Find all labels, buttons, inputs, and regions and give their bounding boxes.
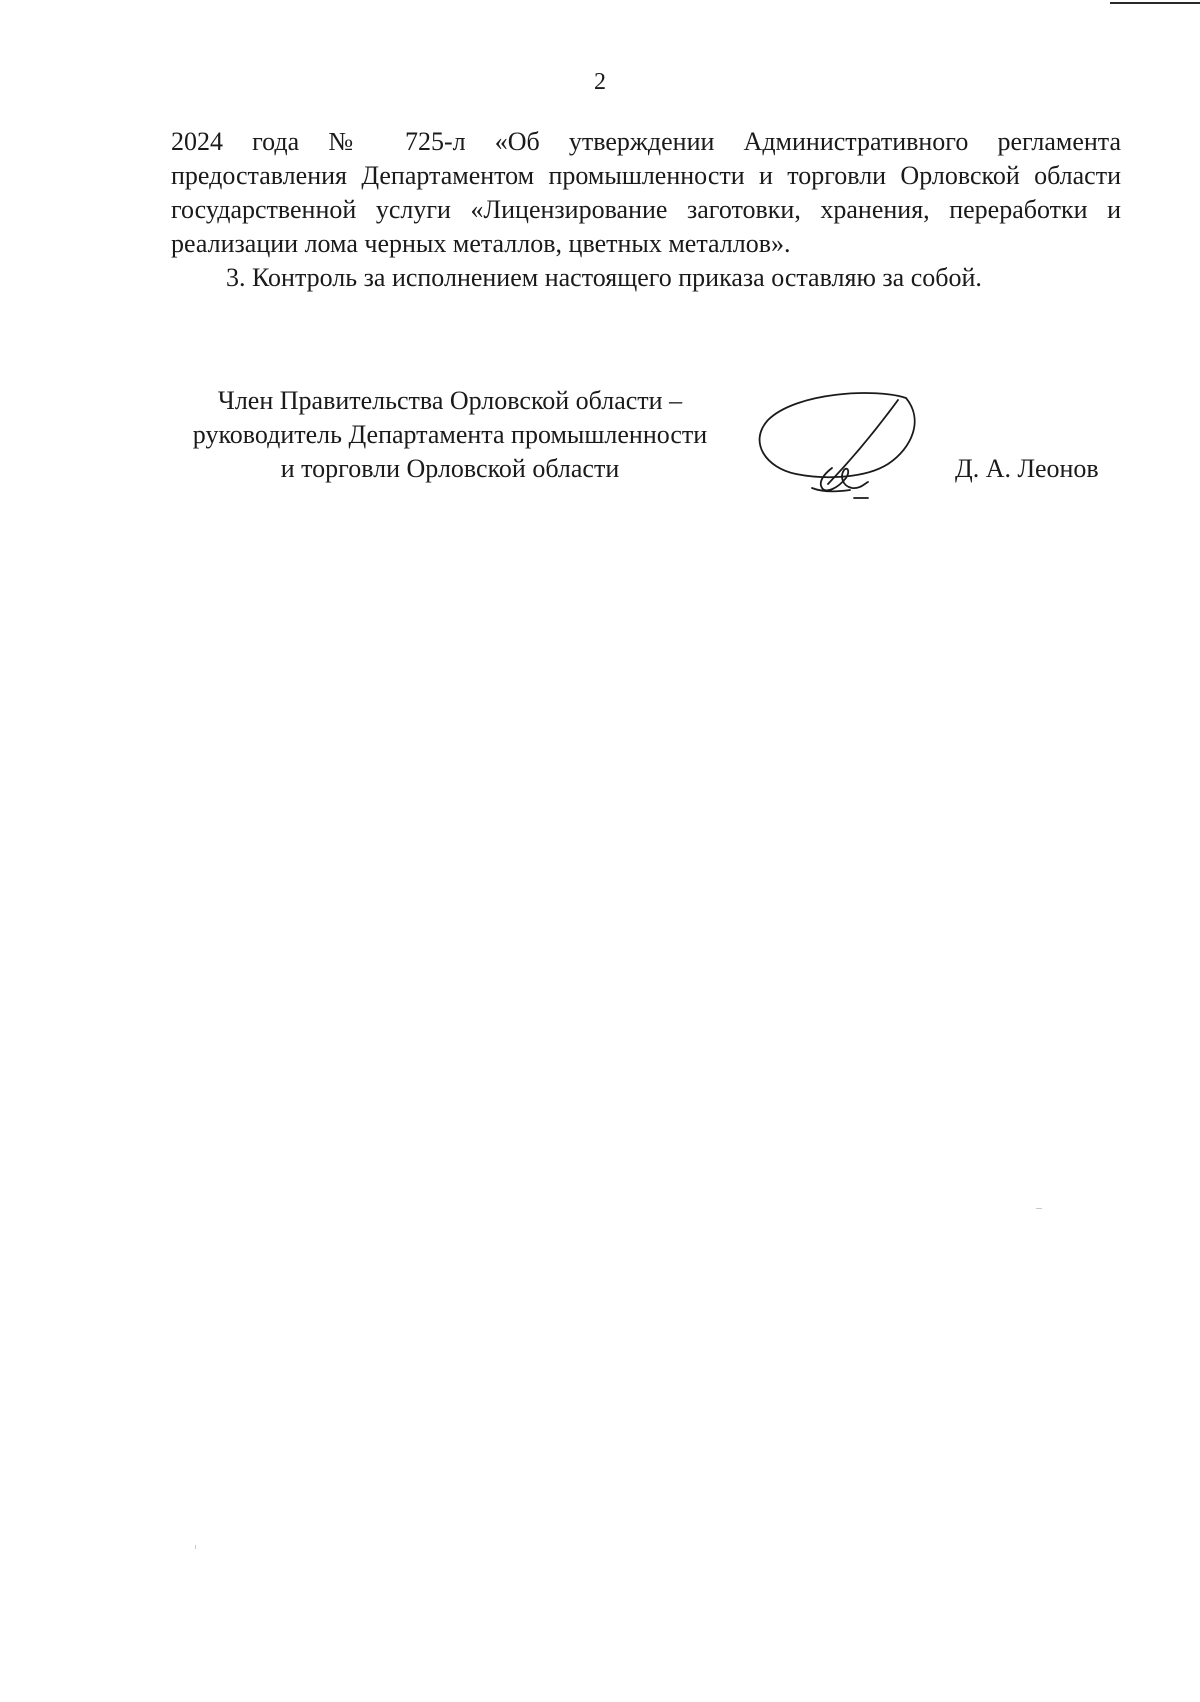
signer-name: Д. А. Леонов — [955, 454, 1099, 483]
document-body — [171, 125, 1121, 295]
paragraph-control-clause: 3. Контроль за исполнением настоящего приказа оставляю за собой. — [226, 263, 982, 292]
scan-speck — [1036, 1208, 1042, 1209]
scan-speck — [195, 1545, 196, 1549]
signer-position-line-1: Член Правительства Орловской области – — [217, 386, 683, 415]
paragraph-continuation: 2024 года № 725-л «Об утверждении Административного регламента предоставления Департаментом промышленности и торговли Орловской области государственной услуги «Лицензирование заготовки, хранения, переработки и реализации лома черных металлов, цветных металлов». — [171, 127, 1121, 258]
scan-edge-rule — [1110, 2, 1200, 4]
signer-position-line-3: и торговли Орловской области — [280, 454, 620, 483]
handwritten-signature — [756, 390, 926, 510]
page-number: 2 — [594, 69, 606, 95]
signer-position-line-2: руководитель Департамента промышленности — [192, 420, 708, 449]
signer-position — [160, 384, 740, 486]
